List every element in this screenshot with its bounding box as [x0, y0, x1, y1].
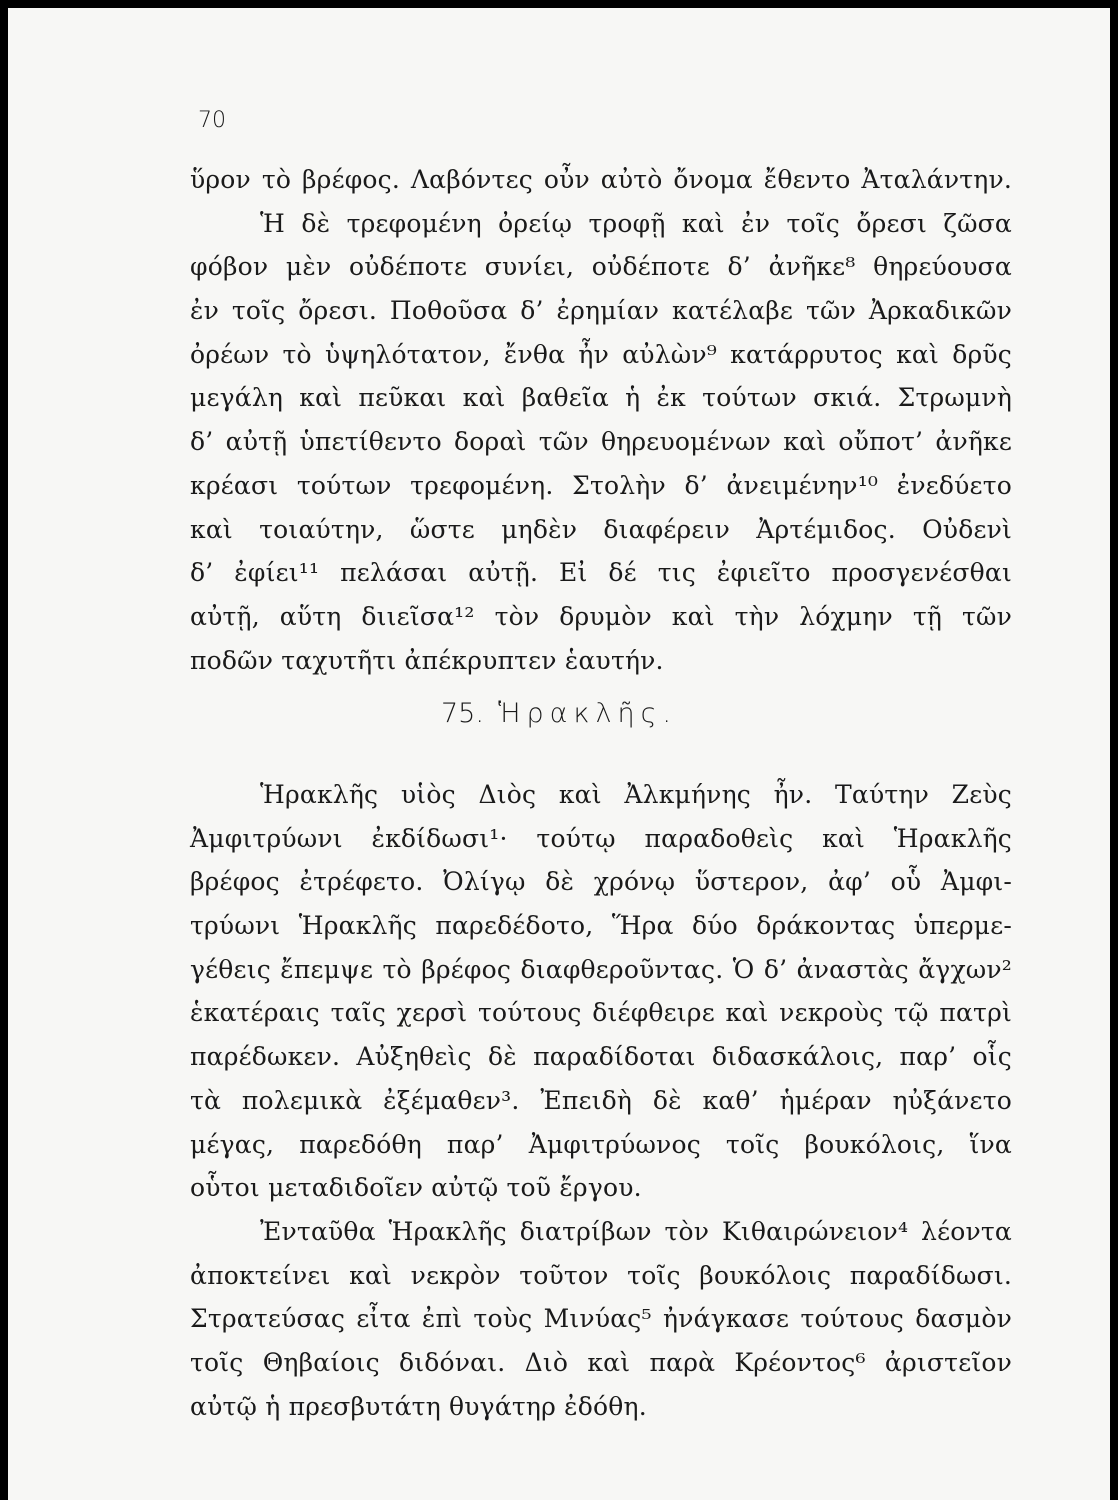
text-line: Ἡρακλῆς υἱὸς Διὸς καὶ Ἀλκμήνης ἦν. Ταύτην Ζεὺς: [260, 780, 1012, 809]
text-line: αὐτῇ, αὕτη διιεῖσα¹² τὸν δρυμὸν καὶ τὴν λόχμην τῇ τῶν: [190, 601, 1012, 631]
text-line: δ’ ἐφίει¹¹ πελάσαι αὐτῇ. Εἰ δέ τις ἐφιεῖτο προσγενέσθαι: [190, 558, 1012, 588]
text-line: ἑκατέραις ταῖς χερσὶ τούτους διέφθειρε καὶ νεκροὺς τῷ πατρὶ: [190, 998, 1012, 1028]
text-line: ὀρέων τὸ ὑψηλότατον, ἔνθα ἦν αὐλὼν⁹ κατάρρυτος καὶ δρῦς: [190, 339, 1012, 369]
text-line: Ἐνταῦθα Ἡρακλῆς διατρίβων τὸν Κιθαιρώνειον⁴ λέοντα: [260, 1216, 1012, 1246]
text-line: ὕρον τὸ βρέφος. Λαβόντες οὖν αὐτὸ ὄνομα ἔθεντο Ἀταλάντην.: [190, 165, 1012, 194]
text-line: παρέδωκεν. Αὐξηθεὶς δὲ παραδίδοται διδασκάλοις, παρ’ οἷς: [190, 1042, 1012, 1072]
passage-atalanta: [190, 158, 1012, 682]
text-line: αὐτῷ ἡ πρεσβυτάτη θυγάτηρ ἐδόθη.: [190, 1391, 647, 1421]
text-line: γέθεις ἔπεμψε τὸ βρέφος διαφθεροῦντας. Ὁ δ’ ἀναστὰς ἄγχων²: [190, 954, 1012, 984]
text-line: καὶ τοιαύτην, ὥστε μηδὲν διαφέρειν Ἀρτέμιδος. Οὐδενὶ: [190, 514, 1012, 544]
section-heading: [8, 698, 1110, 729]
text-line: οὗτοι μεταδιδοῖεν αὐτῷ τοῦ ἔργου.: [190, 1173, 642, 1203]
book-page: [8, 8, 1110, 1500]
text-line: τοῖς Θηβαίοις διδόναι. Διὸ καὶ παρὰ Κρέοντος⁶ ἀριστεῖον: [190, 1347, 1012, 1377]
text-line: ἐν τοῖς ὄρεσι. Ποθοῦσα δ’ ἐρημίαν κατέλαβε τῶν Ἀρκαδικῶν: [190, 296, 1012, 326]
text-line: Ἡ δὲ τρεφομένη ὀρείῳ τροφῇ καὶ ἐν τοῖς ὄρεσι ζῶσα: [260, 208, 1012, 238]
text-line: βρέφος ἐτρέφετο. Ὀλίγῳ δὲ χρόνῳ ὕστερον, ἀφ’ οὗ Ἀμφι-: [190, 867, 1012, 897]
page-number: 70: [198, 108, 226, 133]
text-line: Στρατεύσας εἶτα ἐπὶ τοὺς Μινύας⁵ ἠνάγκασε τούτους δασμὸν: [190, 1304, 1012, 1334]
text-line: μέγας, παρεδόθη παρ’ Ἀμφιτρύωνος τοῖς βουκόλοις, ἵνα: [190, 1129, 1012, 1159]
passage-heracles: [190, 773, 1012, 1428]
text-line: ποδῶν ταχυτῆτι ἀπέκρυπτεν ἑαυτήν.: [190, 645, 664, 675]
text-line: φόβον μὲν οὐδέποτε συνίει, οὐδέποτε δ’ ἀνῆκε⁸ θηρεύουσα: [190, 252, 1012, 282]
text-line: τρύωνι Ἡρακλῆς παρεδέδοτο, Ἥρα δύο δράκοντας ὑπερμε-: [190, 911, 1012, 941]
text-line: κρέασι τούτων τρεφομένη. Στολὴν δ’ ἀνειμένην¹⁰ ἐνεδύετο: [190, 470, 1012, 500]
text-line: δ’ αὐτῇ ὑπετίθεντο δοραὶ τῶν θηρευομένων καὶ οὔποτ’ ἀνῆκε: [190, 427, 1012, 457]
section-title: Ἡρακλῆς.: [497, 698, 677, 729]
text-line: Ἀμφιτρύωνι ἐκδίδωσι¹· τούτῳ παραδοθεὶς καὶ Ἡρακλῆς: [190, 823, 1012, 853]
text-line: ἀποκτείνει καὶ νεκρὸν τοῦτον τοῖς βουκόλοις παραδίδωσι.: [190, 1260, 1012, 1290]
section-number: 75.: [441, 698, 484, 729]
text-line: μεγάλη καὶ πεῦκαι καὶ βαθεῖα ἡ ἐκ τούτων σκιά. Στρωμνὴ: [190, 383, 1012, 413]
text-line: τὰ πολεμικὰ ἐξέμαθεν³. Ἐπειδὴ δὲ καθ’ ἡμέραν ηὐξάνετο: [190, 1085, 1012, 1115]
